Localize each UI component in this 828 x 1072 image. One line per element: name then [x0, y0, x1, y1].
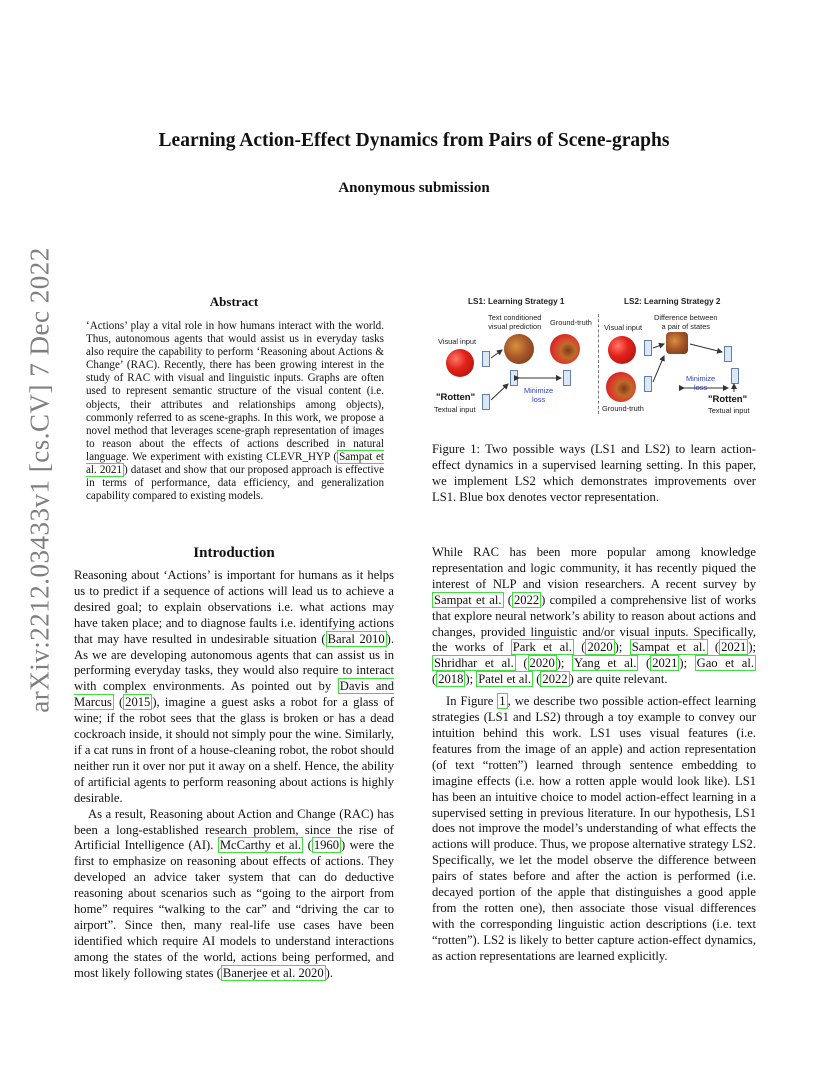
citation-link[interactable]: Banerjee et al. 2020 [222, 965, 324, 980]
paper-author: Anonymous submission [338, 180, 490, 196]
citation-link[interactable]: Shridhar et al. [434, 656, 514, 671]
citation-link[interactable]: Yang et al. [573, 656, 637, 671]
figure-1-caption: Figure 1: Two possible ways (LS1 and LS2) to learn action-effect dynamics in a supervised learning setting. In this paper, we implement LS2 which demonstrates improvements over LS1. Blue box denotes vector representation. [432, 442, 756, 504]
visual-input-label-ls2: Visual input [604, 323, 643, 332]
figure-arrows [432, 292, 756, 422]
citation-link[interactable]: 2018 [438, 672, 464, 687]
introduction-heading: Introduction [193, 545, 275, 561]
citation-link[interactable]: 2021 [652, 656, 678, 671]
abstract-text-end: ) dataset and show that our proposed approach is effective in terms of performance, data efficiency, and generalization capability compared to existing models. [86, 464, 385, 503]
citation-link[interactable]: 2022 [513, 592, 540, 607]
intro-paragraph-4: In Figure 1 , we describe two possible action-effect learning strategies (LS1 and LS2) through a toy example to convey our intuition behind this work. LS1 uses visual features (i.e. features from the image of an apple) and action representation (of text “rotten”) learned through sentence embedding to imagine effects (i.e. how a rotten apple would look like). LS1 has been an intuitive choice to model action-effect learning in a supervised setting in previous literature. In our hypothesis, LS1 does not improve the model’s understanding of what effects the actions will produce. Thus, we propose alternative strategy LS2. Specifically, we let the model observe the difference between pairs of states before and after the action is performed (i.e. decayed portion of the apple that distinguishes a good apple from the rotten one), then associate those visual differences with the corresponding linguistic action descriptions (i.e. text “rotten”). LS2 is likely to better capture action-effect dynamics, as action representations are learned explicitly. [432, 694, 756, 963]
intro-paragraph-1: Reasoning about ‘Actions’ is important for humans as it helps us to predict if a sequence of actions will lead us to achieve a desired goal; to explain observations i.e. what actions may have taken place; and to diagnose faults i.e. identifying actions that may have resulted in undesirable situation ( Baral 2010 ). As we are developing autonomous agents that can assist us in performing everyday tasks, they would also require to interact with complex environments. As pointed out by Davis and Marcus ( 2015 ), imagine a guest asks a robot for a glass of wine; if the robot sees that the glass is broken or has a dead cockroach inside, it should not simply pour the wine. Similarly, if a cat runs in front of a house-cleaning robot, the robot should neither run it over nor put it away on a shelf. Hence, the ability of artificial agents to perform reasoning about actions is highly desirable. [74, 568, 394, 805]
arxiv-stamp-text: arXiv:2212.03433v1 [cs.CV] 7 Dec 2022 [24, 247, 55, 713]
arxiv-side-stamp [18, 0, 62, 1072]
citation-link[interactable]: Sampat et al. 2021 [86, 450, 384, 477]
abstract-body [86, 320, 384, 503]
difference-label: Difference between a pair of states [654, 313, 718, 331]
figure-ref-link[interactable]: 1 [499, 694, 506, 709]
citation-link[interactable]: Park et al. [512, 640, 572, 655]
citation-link[interactable]: Davis and Marcus [74, 679, 394, 710]
citation-link[interactable]: Gao et al. [696, 656, 755, 671]
minimize-loss-ls2: Minimize loss [686, 374, 716, 392]
paper-title: Learning Action-Effect Dynamics from Pairs of Scene-graphs [158, 130, 670, 151]
ground-truth-label-ls2: Ground-truth [602, 404, 644, 413]
citation-link[interactable]: Baral 2010 [327, 631, 385, 646]
citation-link[interactable]: Patel et al. [478, 672, 532, 687]
abstract-text: ‘Actions’ play a vital role in how humans interact with the world. Thus, autonomous agents that would assist us in everyday tasks also require the capability to perform ‘Reasoning about Actions & Change’ (RAC). Recently, there has been growing interest in the study of RAC with visual and linguistic inputs. Graphs are often used to represent semantic structure of the visual content (i.e. objects, their attributes and relationships among objects), commonly referred to as scene-graphs. In this work, we propose a novel method that leverages scene-graph representation of images to reason about the effects of actions described in natural language. We experiment with existing CLEVR_HYP ( [86, 320, 384, 463]
citation-link[interactable]: Sampat et al. [631, 640, 706, 655]
citation-link[interactable]: McCarthy et al. [219, 838, 302, 853]
minimize-loss-ls1: Minimize loss [524, 386, 554, 404]
rotten-label-ls2: "Rotten" [708, 394, 748, 405]
citation-link[interactable]: 2021 [721, 640, 747, 655]
rotten-label-ls1: "Rotten" [436, 392, 476, 403]
visual-input-label-ls1: Visual input [438, 337, 477, 346]
citation-link[interactable]: Sampat et al. [434, 592, 502, 607]
ls2-title: LS2: Learning Strategy 2 [624, 297, 721, 306]
ls1-title: LS1: Learning Strategy 1 [468, 297, 565, 306]
citation-link[interactable]: 1960 [313, 838, 340, 853]
text-conditioned-label: Text conditioned visual prediction [488, 313, 542, 331]
intro-paragraph-2: As a result, Reasoning about Action and Change (RAC) has been a long-established research problem, since the rise of Artificial Intelligence (AI). McCarthy et al. ( 1960 ) were the first to emphasize on reasoning about effects of actions. They developed an advice taker system that can do deductive reasoning about scenarios such as “going to the airport from home” requires “walking to the car” and “driving the car to airport”. Since then, many real-life use cases have been identified which require AI models to understand interactions among the states of the world, actions being performed, and most likely following states ( Banerjee et al. 2020 ). [74, 806, 394, 980]
citation-link[interactable]: 2022 [542, 672, 568, 687]
citation-link[interactable]: 2015 [125, 695, 151, 710]
textual-input-label-ls2: Textual input [708, 406, 750, 415]
citation-link[interactable]: 2020 [529, 656, 555, 671]
textual-input-label-ls1: Textual input [434, 405, 476, 414]
abstract-heading: Abstract [209, 294, 259, 309]
figure-1 [432, 292, 756, 422]
right-column-body [432, 545, 756, 965]
citation-link[interactable]: 2020 [587, 640, 613, 655]
ground-truth-label-ls1: Ground-truth [550, 318, 592, 327]
left-column-body [74, 568, 394, 982]
intro-paragraph-3: While RAC has been more popular among knowledge representation and logic community, it has recently piqued the interest of NLP and vision researchers. A recent survey by Sampat et al. ( 2022 ) compiled a comprehensive list of works that explore neural network’s ability to reason about actions and changes, provided linguistic and/or visual inputs. Specifically, the works of Park et al. ( 2020 ); Sampat et al. ( 2021 ); Shridhar et al. ( 2020 ); Yang et al. ( 2021 ); Gao et al. ( 2018 ); Patel et al. ( 2022 ) are quite relevant. [432, 545, 757, 687]
